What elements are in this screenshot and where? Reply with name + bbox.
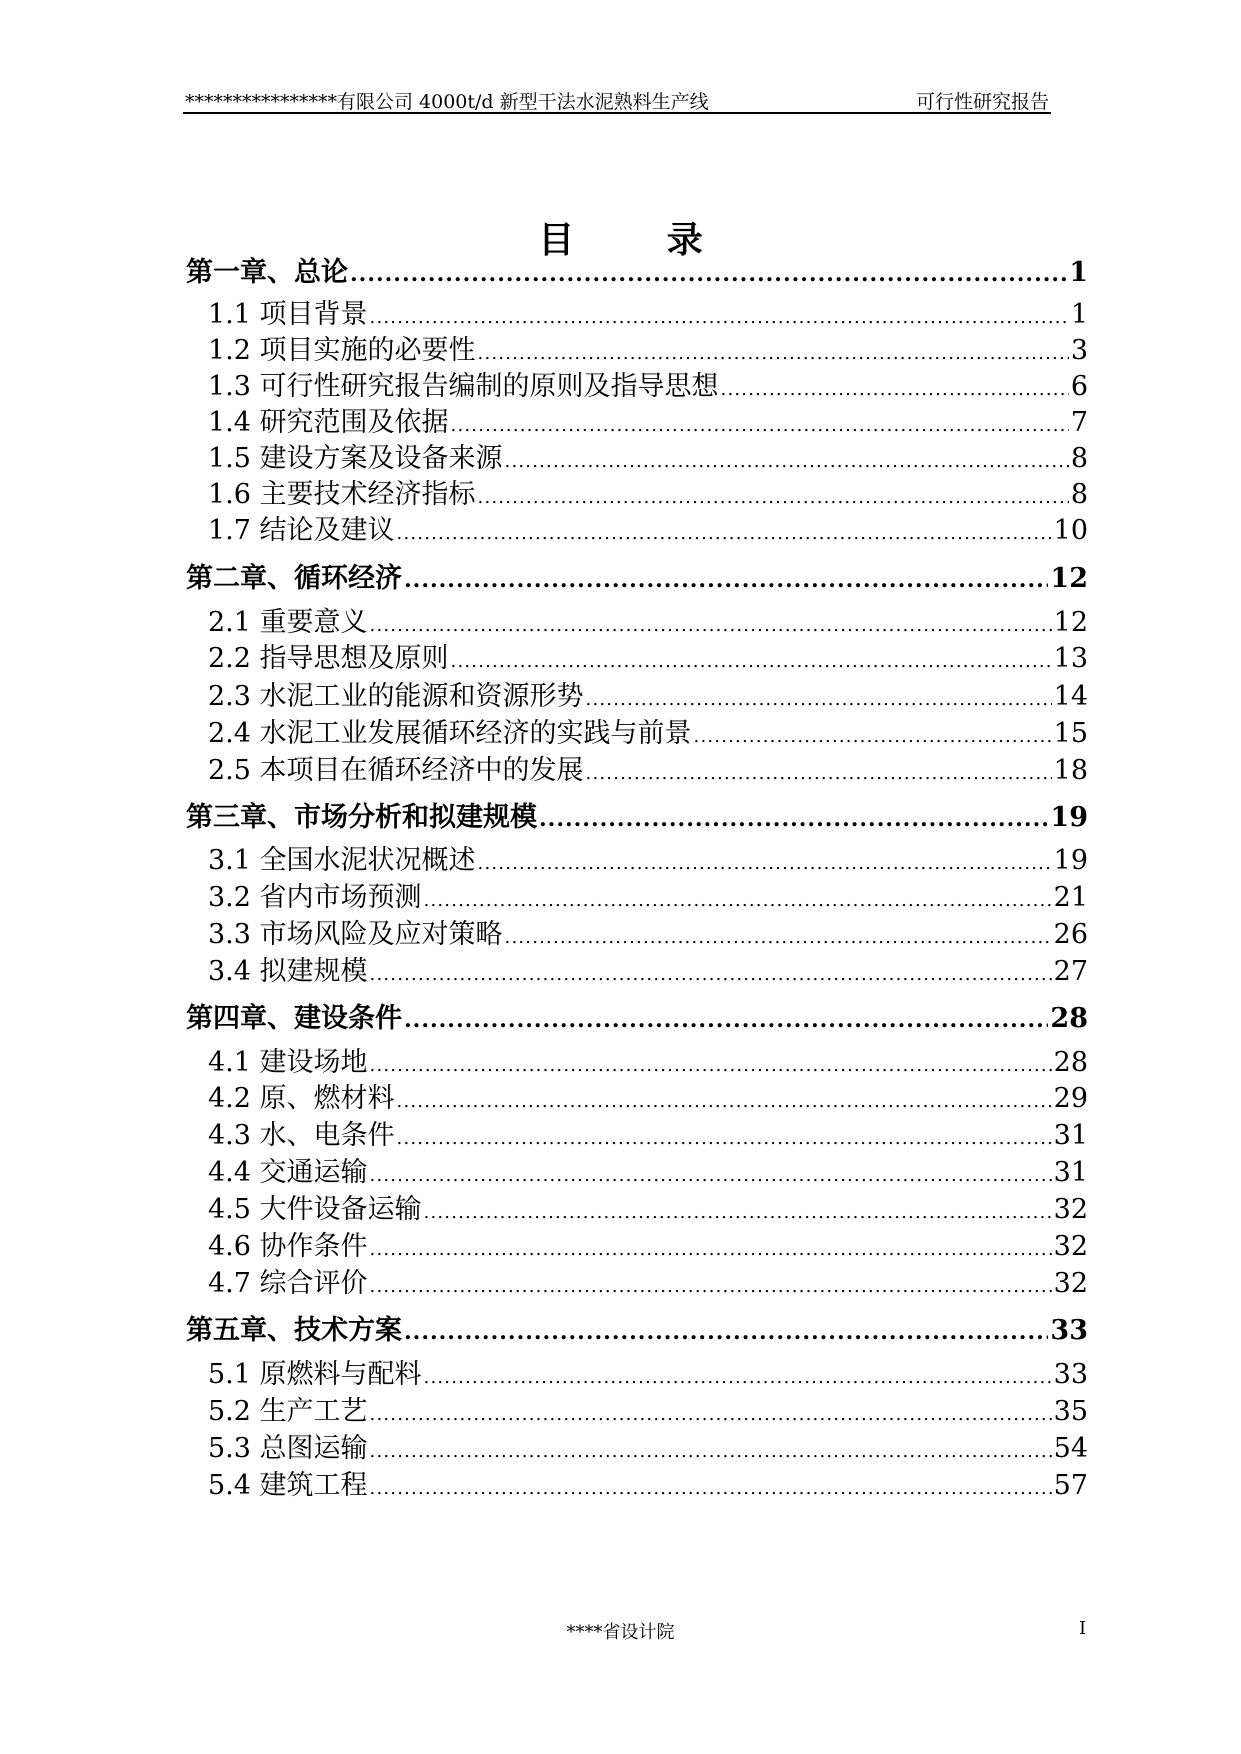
toc-section-3-4[interactable] <box>186 949 1088 988</box>
toc-leader-dots <box>370 1441 1052 1462</box>
toc-page-number: 32 <box>1053 1194 1088 1225</box>
toc-section-1-4[interactable] <box>186 400 1088 439</box>
toc-section-5-4[interactable] <box>186 1463 1088 1502</box>
toc-leader-dots <box>694 726 1052 747</box>
toc-leader-dots <box>505 927 1052 948</box>
toc-section-5-1[interactable] <box>186 1352 1088 1391</box>
toc-entry-label: 1.4 研究范围及依据 <box>208 407 449 438</box>
toc-entry-label: 第二章、循环经济 <box>186 563 402 594</box>
toc-entry-label: 4.2 原、燃材料 <box>208 1083 395 1114</box>
toc-leader-dots <box>505 451 1069 472</box>
toc-page-number: 21 <box>1053 882 1088 913</box>
toc-section-2-3[interactable] <box>186 674 1088 713</box>
toc-leader-dots <box>370 1276 1052 1297</box>
toc-page-number: 8 <box>1070 479 1088 510</box>
header-project-title: ****************有限公司 4000t/d 新型干法水泥熟料生产线 <box>185 91 709 113</box>
toc-leader-dots <box>370 1055 1052 1076</box>
toc-section-1-6[interactable] <box>186 472 1088 511</box>
page-footer <box>0 1618 1241 1648</box>
toc-section-2-1[interactable] <box>186 600 1088 639</box>
toc-entry-label: 1.7 结论及建议 <box>208 515 395 546</box>
toc-leader-dots <box>404 1319 1048 1345</box>
toc-leader-dots <box>370 615 1052 636</box>
toc-page-number: 1 <box>1069 257 1088 288</box>
toc-section-3-3[interactable] <box>186 912 1088 951</box>
toc-leader-dots <box>404 1007 1048 1033</box>
toc-leader-dots <box>424 1367 1052 1388</box>
toc-leader-dots <box>397 523 1052 544</box>
toc-entry-label: 1.5 建设方案及设备来源 <box>208 443 503 474</box>
toc-entry-label: 4.7 综合评价 <box>208 1268 368 1299</box>
toc-page-number: 1 <box>1070 299 1088 330</box>
toc-section-1-5[interactable] <box>186 436 1088 475</box>
toc-page-number: 32 <box>1053 1268 1088 1299</box>
header-report-type: 可行性研究报告 <box>915 91 1049 113</box>
toc-entry-label: 4.4 交通运输 <box>208 1157 368 1188</box>
toc-entry-label: 5.3 总图运输 <box>208 1433 368 1464</box>
toc-page-number: 57 <box>1053 1470 1088 1501</box>
toc-page-number: 7 <box>1070 407 1088 438</box>
toc-entry-label: 2.3 水泥工业的能源和资源形势 <box>208 681 584 712</box>
toc-leader-dots <box>397 1128 1052 1149</box>
toc-section-2-4[interactable] <box>186 711 1088 750</box>
toc-section-1-1[interactable] <box>186 292 1088 331</box>
footer-organization: ****省设计院 <box>566 1622 675 1643</box>
toc-page-number: 28 <box>1053 1047 1088 1078</box>
toc-leader-dots <box>397 1091 1052 1112</box>
toc-page-number: 35 <box>1053 1396 1088 1427</box>
toc-chapter-4[interactable] <box>186 996 1088 1035</box>
toc-leader-dots <box>350 261 1067 287</box>
toc-entry-label: 5.1 原燃料与配料 <box>208 1359 422 1390</box>
toc-section-4-2[interactable] <box>186 1076 1088 1115</box>
toc-section-5-3[interactable] <box>186 1426 1088 1465</box>
toc-entry-label: 2.2 指导思想及原则 <box>208 643 449 674</box>
toc-page-number: 26 <box>1053 919 1088 950</box>
toc-section-4-4[interactable] <box>186 1150 1088 1189</box>
footer-page-number: I <box>1079 1618 1087 1639</box>
toc-page-number: 12 <box>1050 563 1088 594</box>
toc-leader-dots <box>370 1478 1052 1499</box>
toc-entry-label: 3.1 全国水泥状况概述 <box>208 845 476 876</box>
toc-leader-dots <box>721 379 1069 400</box>
toc-section-2-2[interactable] <box>186 636 1088 675</box>
toc-entry-label: 1.2 项目实施的必要性 <box>208 335 476 366</box>
toc-section-3-2[interactable] <box>186 875 1088 914</box>
toc-title: 目 录 <box>538 219 743 261</box>
toc-page-number: 33 <box>1053 1359 1088 1390</box>
toc-chapter-1[interactable] <box>186 250 1088 289</box>
toc-page-number: 27 <box>1053 956 1088 987</box>
toc-page-number: 28 <box>1050 1003 1088 1034</box>
toc-section-1-2[interactable] <box>186 328 1088 367</box>
toc-leader-dots <box>370 1165 1052 1186</box>
toc-page-number: 29 <box>1053 1083 1088 1114</box>
toc-section-2-5[interactable] <box>186 748 1088 787</box>
toc-entry-label: 3.2 省内市场预测 <box>208 882 422 913</box>
toc-section-1-3[interactable] <box>186 364 1088 403</box>
toc-page-number: 32 <box>1053 1231 1088 1262</box>
toc-leader-dots <box>370 1404 1052 1425</box>
toc-page-number: 6 <box>1070 371 1088 402</box>
toc-entry-label: 第四章、建设条件 <box>186 1003 402 1034</box>
toc-section-4-6[interactable] <box>186 1224 1088 1263</box>
toc-leader-dots <box>478 343 1069 364</box>
toc-section-3-1[interactable] <box>186 838 1088 877</box>
toc-page-number: 18 <box>1053 755 1088 786</box>
toc-leader-dots <box>370 1239 1052 1260</box>
toc-chapter-3[interactable] <box>186 795 1088 834</box>
toc-leader-dots <box>586 689 1052 710</box>
toc-section-1-7[interactable] <box>186 508 1088 547</box>
toc-section-4-3[interactable] <box>186 1113 1088 1152</box>
toc-page-number: 13 <box>1053 643 1088 674</box>
toc-entry-label: 4.6 协作条件 <box>208 1231 368 1262</box>
toc-entry-label: 第五章、技术方案 <box>186 1315 402 1346</box>
toc-page-number: 10 <box>1053 515 1088 546</box>
table-of-contents <box>186 0 1088 1754</box>
toc-entry-label: 2.1 重要意义 <box>208 607 368 638</box>
toc-entry-label: 第一章、总论 <box>186 257 348 288</box>
toc-page-number: 31 <box>1053 1120 1088 1151</box>
toc-page-number: 54 <box>1053 1433 1088 1464</box>
toc-page-number: 3 <box>1070 335 1088 366</box>
toc-section-5-2[interactable] <box>186 1389 1088 1428</box>
toc-leader-dots <box>370 964 1052 985</box>
toc-entry-label: 4.5 大件设备运输 <box>208 1194 422 1225</box>
toc-entry-label: 5.2 生产工艺 <box>208 1396 368 1427</box>
toc-leader-dots <box>539 806 1048 832</box>
toc-leader-dots <box>478 853 1052 874</box>
toc-section-4-5[interactable] <box>186 1187 1088 1226</box>
toc-leader-dots <box>451 651 1052 672</box>
toc-leader-dots <box>404 567 1048 593</box>
toc-leader-dots <box>424 1202 1052 1223</box>
toc-entry-label: 3.4 拟建规模 <box>208 956 368 987</box>
toc-entry-label: 第三章、市场分析和拟建规模 <box>186 802 537 833</box>
toc-entry-label: 1.3 可行性研究报告编制的原则及指导思想 <box>208 371 719 402</box>
toc-page-number: 19 <box>1053 845 1088 876</box>
toc-section-4-1[interactable] <box>186 1040 1088 1079</box>
toc-leader-dots <box>451 415 1069 436</box>
toc-page-number: 12 <box>1053 607 1088 638</box>
toc-entry-label: 4.1 建设场地 <box>208 1047 368 1078</box>
toc-leader-dots <box>586 763 1052 784</box>
toc-entry-label: 3.3 市场风险及应对策略 <box>208 919 503 950</box>
toc-page-number: 14 <box>1053 681 1088 712</box>
toc-page-number: 33 <box>1050 1315 1088 1346</box>
toc-page-number: 19 <box>1050 802 1088 833</box>
toc-entry-label: 5.4 建筑工程 <box>208 1470 368 1501</box>
toc-page-number: 31 <box>1053 1157 1088 1188</box>
toc-section-4-7[interactable] <box>186 1261 1088 1300</box>
toc-leader-dots <box>424 890 1052 911</box>
toc-chapter-5[interactable] <box>186 1308 1088 1347</box>
toc-leader-dots <box>478 487 1069 508</box>
toc-page-number: 15 <box>1053 718 1088 749</box>
toc-entry-label: 4.3 水、电条件 <box>208 1120 395 1151</box>
toc-chapter-2[interactable] <box>186 556 1088 595</box>
toc-entry-label: 2.4 水泥工业发展循环经济的实践与前景 <box>208 718 692 749</box>
toc-entry-label: 1.6 主要技术经济指标 <box>208 479 476 510</box>
toc-page-number: 8 <box>1070 443 1088 474</box>
toc-leader-dots <box>370 307 1069 328</box>
toc-entry-label: 2.5 本项目在循环经济中的发展 <box>208 755 584 786</box>
toc-entry-label: 1.1 项目背景 <box>208 299 368 330</box>
